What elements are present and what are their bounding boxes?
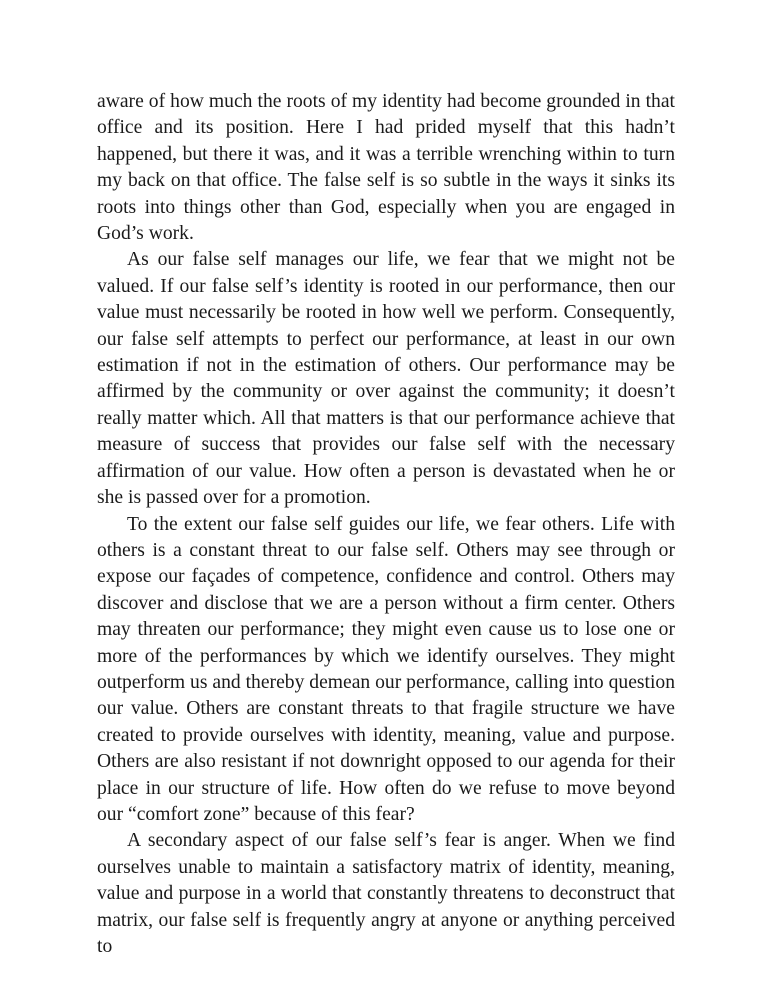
paragraph: A secondary aspect of our false self’s fear is anger. When we find ourselves unable to maintain a satisfactory matrix of identity, meaning, value and purpose in a world that constantly threatens to deconstruct that matrix, our false self is frequently angry at anyone or anything perceived to <box>97 830 675 957</box>
body-text <box>97 89 675 960</box>
paragraph: To the extent our false self guides our life, we fear others. Life with others is a constant threat to our false self. Others may see through or expose our façades of competence, confidence and control. Others may discover and disclose that we are a person without a firm center. Others may threaten our performance; they might even cause us to lose one or more of the performances by which we identify ourselves. They might outperform us and thereby demean our performance, calling into question our value. Others are constant threats to that fragile structure we have created to provide ourselves with identity, meaning, value and purpose. Others are also resistant if not downright opposed to our agenda for their place in our structure of life. How often do we refuse to move beyond our “comfort zone” because of this fear? <box>97 513 675 825</box>
paragraph: As our false self manages our life, we fear that we might not be valued. If our false self’s identity is rooted in our performance, then our value must necessarily be rooted in how well we perform. Consequently, our false self attempts to perfect our performance, at least in our own estimation if not in the estimation of others. Our performance may be affirmed by the community or over against the community; it doesn’t really matter which. All that matters is that our performance achieve that measure of success that provides our false self with the necessary affirmation of our value. How often a person is devastated when he or she is passed over for a promotion. <box>97 249 675 509</box>
paragraph-continued: aware of how much the roots of my identity had become grounded in that office and its position. Here I had prided myself that this hadn’t happened, but there it was, and it was a terrible wrenching within to turn my back on that office. The false self is so subtle in the ways it sinks its roots into things other than God, especially when you are engaged in God’s work. <box>97 91 675 245</box>
